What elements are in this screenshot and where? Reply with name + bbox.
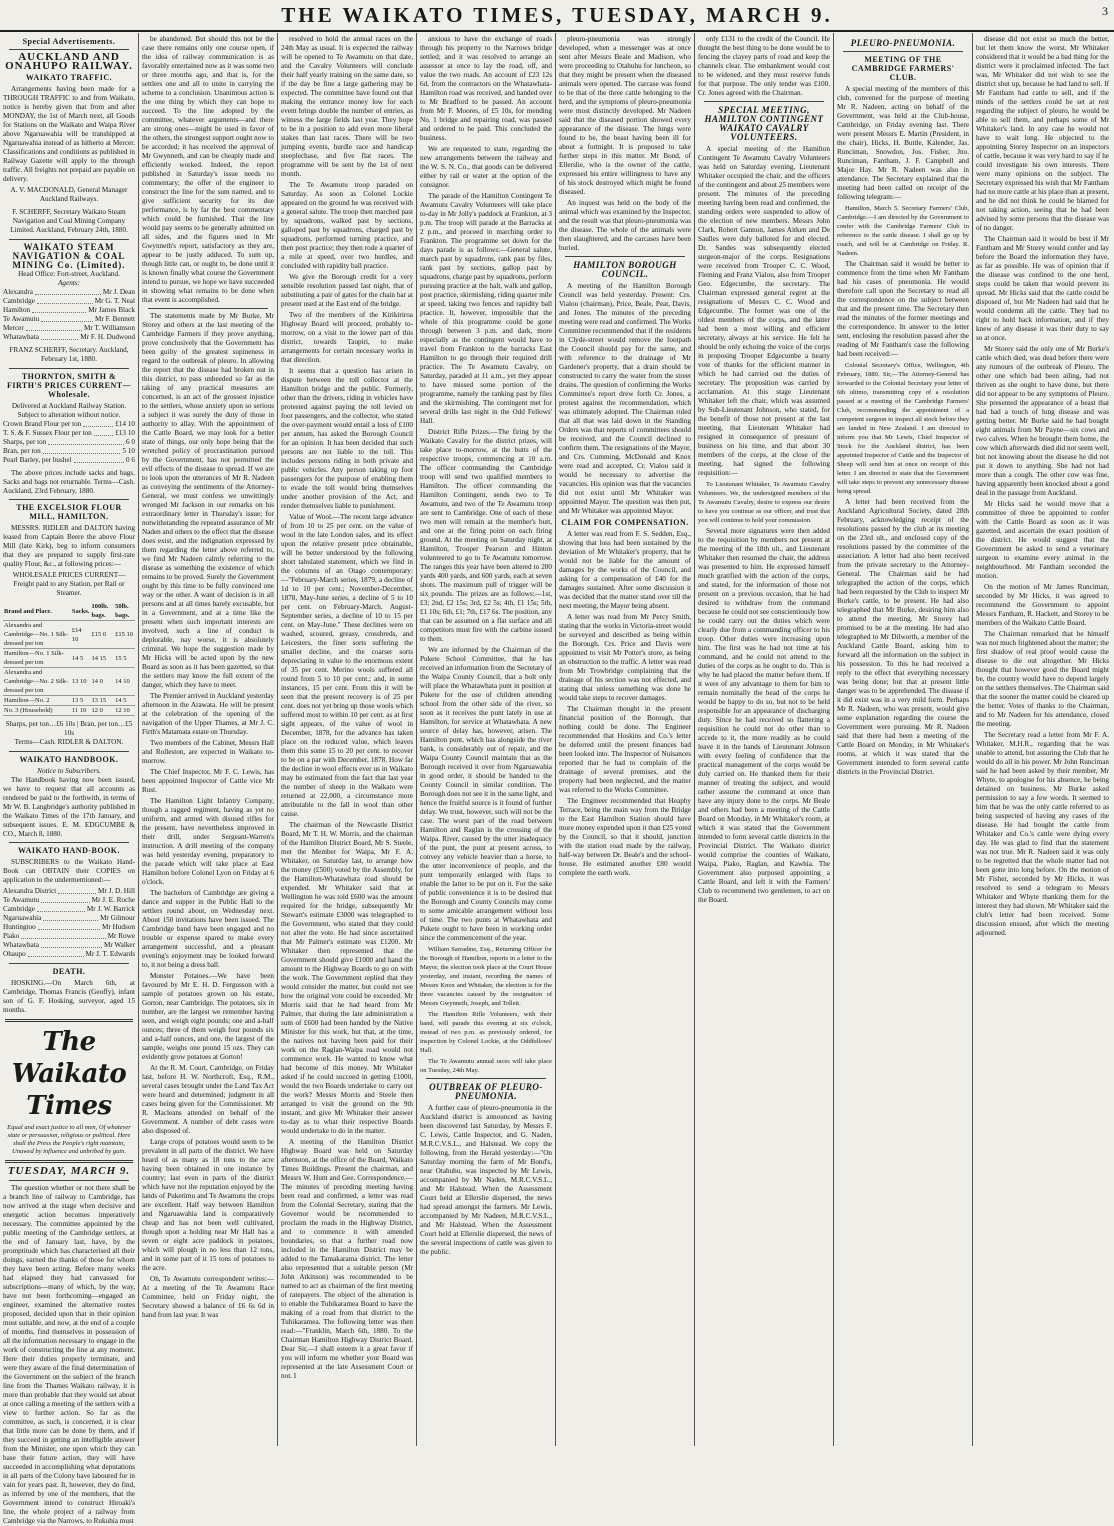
outbreak-heading: OUTBREAK OF PLEURO-PNEUMONIA. — [429, 1082, 543, 1101]
article-paragraph: Monster Potatoes.—We have been favoured by Mr E. H. D. Fergusson with a sample of potatoes grown on his estate, Gorton, near Cambridge. The potatoes, six in number, are the largest we remember having seen, and weigh eight pounds; one and a-half ounces; three of them weigh four pounds six and a-half ounces, and one, the largest of the sample, weighs one pound 15 ozs. They can evidently grow potatoes at Gorton! — [142, 972, 274, 1061]
table-row: Hamilton—No. 2 13 5 13 15 14 5 — [3, 696, 135, 706]
handbook2-heading: WAIKATO HAND-BOOK. — [17, 846, 121, 855]
ridler-signature: Terms—Cash. RIDLER & DALTON. — [14, 738, 124, 746]
price-row: Sharps, per ton 6 0 — [3, 438, 135, 446]
divider — [5, 1160, 133, 1163]
thornton-note: The above prices include sacks and bags. Sacks and bags not returnable. Terms—Cash. Auckland, 23rd February, 1880. — [3, 469, 135, 495]
column-3 — [278, 33, 417, 1446]
divider — [9, 963, 129, 964]
article-paragraph: The Engineer recommended that Heaphy Terrace, being the main way from the Bridge to the East Hamilton Station should have more money expended upon it than £25 voted by the Council, so that it should, junction with the station road made by the railway, half-way between Dr. Beale's and the school-house. He estimated another £80 would complete the earth work. — [559, 797, 691, 877]
article-paragraph: The Chairman remarked that he himself was not much frightened about the matter; the first shadow of real proof would cause the disease to die out altogether. Mr Hicks thought that however good the Board might be, the country would have to depend largely on the settlers themselves. The Chairman said that the sooner the matter could be cleared up the better. Votes of thanks to the Chairman, and to Mr Nadeen for his attendance, closed the meeting. — [976, 630, 1109, 728]
column-5 — [556, 33, 695, 1446]
article-paragraph: resolved to hold the annual races on the 24th May as usual. It is expected the railway will be opened to Te Awamutu on that date, and the Cavalry Volunteers will conclude their half yearly training on the same date, so if the day be fine a large gathering may be expected. The committee have found out that making the entrance money low for each event brings double the number of entries, as witness the large fields last year. They hope to be in a position to add even more liberal stakes than last races. There will be two jumping events, hurdle race and handicap steeplechase, and five flat races. The programme will be sent by the 1st of next month. — [281, 35, 413, 178]
divider — [843, 51, 963, 52]
article-paragraph: The Te Awamutu troop paraded on Saturday. As soon as Colonel Lockie appeared on the ground he was received with a general salute. The troop then marched past by squadrons, walked past by sections, galloped past by squadrons, charged past by squadrons, performed turning practice, and then post practice; they then rode a quarter of a mile at speed, over two hurdles, and concluded with rapidity ball practice. — [281, 181, 413, 270]
handbook2-notice: SUBSCRIBERS to the Waikato Hand-Book can OBTAIN their COPIES on application to the undermentioned:— — [3, 858, 135, 884]
article-paragraph: A meeting of the Hamilton District Highway Board was held on Saturday afternoon, at the office of the Board, Waikato Times Buildings. Present the chairman, and Messrs W. Hunt and Gee. Correspondence.—The minutes of preceding meeting having been read and confirmed, a letter was read from the Colonial Secretary, stating that the Governor would be recommended to proclaim the roads in the Highway District, and to commence it with amended boundaries, so that a further road now included in the Hamilton District may be added to the Tamakarama district. The letter also represented that a suitable person (Mr John Atkinson) was recommended to be named to act as chairman of the first meeting of ratepayers. The object of the alteration is to enable the Tuhikaramea Board to have the making of a road from that district to the Tuhikaramea. The following letter was then read:—"Franklin, March 6th, 1880. To the Chairman Hamilton Highway District Board. Dear Sir,—I shall esteem it a great favor if you will inform me whether your Board was represented at the late Assessment Court or not. I — [281, 1138, 413, 1380]
article-paragraph: The chairman of the Newcastle District Board, Mr T. H. W. Morris, and the chairman of the Hamilton District Board, Mr S. Steele, met the Member for Waipa, Mr F. A. Whitaker, on Saturday last, to arrange how the money (£500) voted by the Assembly, for the Hamilton-Whatawhata road should be expended. Mr Whitaker said that at Wellington he was told £600 was the amount required for the bridge, subsequently Mr Stewart's estimate £3000 was telegraphed to the Government, who stated that they could not alter the vote. He had since ascertained that Mr Palmer's estimate was £1200. Mr Whitaker then represented that the Government should give £1000 and hand the amount to the Highway Boards to go on with the work. The Government replied that they would consider the matter, but could not see how the original vote could be exceeded. Mr Morris said that he had heard from Mr Palmer, that during the late administration a sum of £600 had been handed by the Native Minister for this work, but that, at the time, the natives not having been paid for their work on the Raglan-Waipa road would not commence work. He wanted to know what had become of this money. Mr Whitaker asked if he could succeed in getting £1000, would the two Boards undertake to carry out the work? Messrs Morris and Steele then arranged to visit the ground on the 9th instant, and give Mr Whitaker their answer to-day as to what their respective Boards would undertake to do in the matter. — [281, 821, 413, 1135]
masthead — [0, 0, 1114, 32]
agent-row: Whatawhata Mr Walker — [3, 941, 135, 949]
telegram-text: Hamilton, March 5. Secretary Farmers' Club, Cambridge.—I am directed by the Government to confer with the Cambridge Farmers' Club in reference to the cattle disease. I shall go up by coach, and will be at Cambridge on Friday. R. Nadeen. — [837, 205, 969, 257]
traffic-heading: WAIKATO TRAFFIC. — [25, 73, 113, 82]
agent-row: Hamilton Mr James Black — [3, 306, 135, 314]
column-7 — [834, 33, 973, 1446]
article-paragraph: A letter was read from Mr Percy Smith, stating that the works in Victoria-street would be surveyed and described as being within the Borough. Crs. Price and Davis were appointed to visit Mr Potter's store, as being an obstruction to the traffic. A letter was read from Mr Trowbridge complaining that the drainage of his section was not effected, and stating that unless something was done he would take steps to recover damages. — [559, 613, 691, 702]
article-paragraph: Two of the members of the Kirikiriroa Highway Board will proceed, probably to-morrow, on a visit to the lower part of this district, towards Taupiri, to make arrangements for certain necessary works in that direction. — [281, 311, 413, 364]
article-paragraph: The bachelors of Cambridge are giving a dance and supper in the Public Hall to the settlers round about, on Wednesday next. About 150 invitations have been issued. The Cambridge band have been engaged and no trouble or expense spared to make every arrangement successful, and a pleasant evening's enjoyment may be looked forward to, it not being a dress ball. — [142, 889, 274, 969]
agent-row: Piako Mr Rowe — [3, 932, 135, 940]
article-paragraph: only £131 to the credit of the Council. He thought the best thing to be done would be to fencing the clayey parts of road and keep the channels clear. The embankment would cost to be widened, and they must reserve funds for that purpose. The only tender was £100. Cr. Jones agreed with the Chairman. — [698, 35, 830, 97]
pleuro-heading: PLEURO-PNEUMONIA. — [850, 38, 956, 48]
article-paragraph: be abandoned. But should this not be the case there remains only one course open, if the idea of railway communication is as favorably entertained now as it was some two or three months ago, and that is, for the settlers one and all to unite in carrying the scheme to a conclusion. Unanimous action is the one thing by which they can hope to succeed. To the line adopted by the committee, whatever arguments—and there are strong ones—might be used in favor of the others, the strongest support ought now to be accorded; it has received the approval of Mr Gwynneth, and can be cheaply made and efficiently worked. Indeed, the report published in Saturday's issue needs no commentary; the offer of the engineer to construct the line for the sum named, and to give sufficient security for its due performance, is by far the best commentary which could be furnished. That the line would pay seems to be generally admitted on all sides, and the figures used in Mr Gwynneth's report, satisfactory as they are, appear to be justly adduced. To sum up, though little can, or ought to, be done until it is known finally what course the Government intend to pursue, we hope we have succeeded in showing what remains to be done when that event is accomplished. — [142, 35, 274, 304]
article-paragraph: anxious to have the exchange of roads through his property to the Narrows bridge settled; and it was resolved to arrange an assessor at once to lay the road, off, and value the two roads. An account of £23 12s 6d, from the contractors on the Whatawhata-Hamilton road was received, and handed over to Mr Bradford to be passed. An account from Mr F. Moores, of £5 10s, for mending No. 1 bridge and repairing road, was passed and ordered to be paid. This concluded the business. — [420, 35, 552, 142]
railway-signature-2: F. SCHERFF, Secretary Waikato Steam Navigation and Coal Mining Company Limited. Auckland, February 24th, 1880. — [10, 208, 128, 234]
column-2 — [139, 33, 278, 1446]
excelsior-heading: THE EXCELSIOR FLOUR MILL, HAMILTON. — [16, 503, 122, 521]
article-paragraph: District Rifle Prizes.—The firing by the Waikato Cavalry for the district prizes, will take place to-morrow, at the butts of the respective troops, commencing at 10 a.m. The officer commanding the Cambridge troop will send two qualified members to Hamilton. The officer commanding the Hamilton Contingent, sends two to Te Awamutu, and two of the Te Awamutu troop are sent to Cambridge. One of each of these two men will remain at the member's butt, and one at the firing point on each firing ground. At the meeting on Saturday night, at Hamilton, Trooper Pearson and Hinton volunteered to go to Te Awamutu tomorrow. The ranges this year have been altered to 200 yards 400 yards, and 600 yards, each at seven shots. The maximum pull of trigger will be six pounds. The prizes are as follows:—1st, £3; 2nd, £2 15s; 3rd, £2 5s; 4th, £1 15s; 5th, £1 10s; 6th, £1; 7th, £17 6s. The position, any that can be assumed on a flat surface and all competitors must fire with the carbine issued to them. — [420, 428, 552, 643]
article-paragraph: The Hamilton Rifle Volunteers, with their band, will parade this evening at six o'clock, instead of two p.m. as previously ordered, for inspection by Colonel Lockie, at the Oddfellows' Hall. — [420, 1011, 552, 1054]
requisition-text: To Lieutenant Whitaker, Te Awamutu Cavalry Volunteers. We, the undersigned members of the Te Awamutu Cavalry, desire to express our desire to have you continue as our officer, and trust that you will continue to hold your commission. — [698, 481, 830, 524]
agent-row: Te Awamutu Mr J. E. Roche — [3, 896, 135, 904]
column-4 — [417, 33, 556, 1446]
special-meeting-heading: SPECIAL MEETING, HAMILTON CONTINGENT WAIKATO CAVALRY VOLUNTEERS. — [704, 105, 824, 142]
steam-nav-heading: WAIKATO STEAM NAVIGATION & COAL MINING Co. (Limited). — [12, 242, 126, 270]
divider — [9, 499, 129, 500]
article-paragraph: Mr Storey said the only one of Mr Burke's cattle which died, was dead before there were any rumours of the outbreak of Pleuro. The other one which had been ailing, had not thriven as she ought to have done, but there did not appear to be any symptoms of Pleuro. She presented the appearance of a beast that had had a touch of lung disease and was getting better. Mr Burke said he had bought eight animals from Mr Payne—six cows and two calves. When he brought them home, the cow which afterwards died did not seem well, but not knowing about the disease he did not put it down to anything. She had not had more than a cough. The other cow was fine, having apparently been knocked about a good deal in the passage from Auckland. — [976, 345, 1109, 497]
divider — [9, 842, 129, 843]
agent-row: Cambridge Mr J. W. Barrick — [3, 905, 135, 913]
article-paragraph: An inquest was held on the body of the animal which was examined by the Inspector, and the result was that pleuro-pneumonia was the disease. The whole of the animals were then slaughtered, and the carcases have been buried. — [559, 199, 691, 252]
letter-text: Colonial Secretary's Office, Wellington, 4th February, 1880. Sir,—The Attorney-General has forwarded to the Colonial Secretary your letter of 6th ultimo, transmitting copy of a resolution passed at a meeting of the Cambridge Farmers' Club, recommending the appointment of a competent surgeon to inspect all stock before they are landed in New Zealand. I am directed to inform you that Mr Lewis, Chief Inspector of Stock for the Auckland district, has been appointed Inspector of Cattle and the Inspector of Sheep will send him at once on receipt of this letter. I am directed to state that the Government will take steps to prevent any unnecessary disease being spread. — [837, 362, 969, 495]
columns — [0, 33, 1114, 1525]
article-paragraph: A meeting of the Hamilton Borough Council was held yesterday. Present: Crs. Vialou (chairman), Price, Beale, Peat, Davis, and Jones. The minutes of the preceding meeting were read and confirmed. The Works Committee recommended that if the residents in Clyde-street would remove the footpath the Council should pay for the same, and with reference to the drainage of Mr Gardener's property, that a drain should be constructed to carry the water from the street drains. The question of confirming the Works Committee's report drew forth Cr. Jones, a protest against the recommendation, which was ultimately adopted. The Chairman ruled that all that was laid down in the Standing Orders was that reports of committees should be received, and the Council declined to confirm them. The resignations of the Mayor, and Crs. Cumming, McDonald and Knox were read and accepted. Cr. Vialou said it would be necessary to advertise the vacancies. His opinion was that the vacancies did not exist until Mr Whitaker was appointed Mayor. The question was then put, and Mr Whitaker was appointed Mayor. — [559, 282, 691, 515]
article-paragraph: The Chairman thought in the present financial position of the Borough, that nothing could be done. The Engineer recommended that Hoskins and Co.'s letter be deferred until the present finances had been looked into. The Inspector of Nuisances reported that he had to complain of the drainage of several premises, and the property had been neglected, and the matter was referred to the Works Committee. — [559, 705, 691, 794]
handbook-notice: The Handbook having now been issued, we have to request that all accounts as rendered be paid to the forthwith, in terms of Mr W. B. Langbridge's authority published in the Waikato Times of the 17th January, and subsequent issues. E. M. EDGCUMBE & CO., March 8, 1880. — [3, 776, 135, 838]
article-paragraph: Value of Wool.—The recent large advance of from 10 to 25 per cent. on the value of wool in the late London sales, and its effect upon the relative present price obtainable, will be better understood by the following short tabulated statement, which we find in the columns of an Otago contemporary:—"February-March series, 1879, a decline of 1d to 10 per cent.; November-December, 1878, May-June series, a decline of 5 to 10 per cent. on February-March. August-September series, a decline of 10 to 15 per cent. on May-June." These declines were on washed, scoured, greasy, crossbreds, and Leicesters, the finer sorts suffering the smaller decline, and the coarser sorts depreciating in value to the enormous extent of 35 per cent. Merino wools suffered all round from 5 to 10 per cent.; and, in some instances, 15 per cent. From this it will be seen that the present recovery is of 25 per cent. does not yet bring up those wools which suffered most to within 10 per cent. as at first sight appears, of the value of wool in December, 1878, for the advance has taken place on the reduced value, which leaves them this some 15 to 20 per cent. to recover to be on a par with December, 1878. How far the decline in wool effects ever us in Waikato may be estimated from the fact that last year the number of sheep in the Waikato were returned at 22,000, a circumstance more attributable to the fall in wool than other cause. — [281, 513, 413, 818]
column-1 — [0, 33, 139, 1525]
article-paragraph: Large crops of potatoes would seem to be prevalent in all parts of the district. We have heard of as many as 18 tons to the acre having been obtained in one instance by country; last even in parts of the district which have not the reputation enjoyed by the lands of Pukerimu and Te Awamutu the crops are excellent. Half way between Hamilton and Ngaruawahia land is comparatively cheap and has not been well cultivated, though upon a holding near Mr Hall has a seven or eight acre paddock in potatoes, which will plough in no less than 12 tons, and in some part of it 15 tons of potatoes to the acre. — [142, 1138, 274, 1272]
farmers-club-heading: MEETING OF THE CAMBRIDGE FARMERS' CLUB. — [851, 55, 955, 82]
divider — [9, 49, 129, 50]
article-paragraph: pleuro-pneumonia was strongly developed, when a messenger was at once sent after Messrs Beale and Madison, who were proceeding to Otahuhu for luncheon, so that they might be present when the diseased animals were opened. The carcase was found to be that of the three cattle belonging to the herd, and the symptoms of pleuro-pneumonia were most distinctly developed. Mr Nadeen said that the diseased portion showed every appearance of the disease. The lungs were found to be, the beast having been ill for about a fortnight. It is proposed to take further steps in this matter. Mr Bond, of Ellerslie, who is the owner of the cattle, expressed his entire willingness to have any of his stock destroyed which might be found diseased. — [559, 35, 691, 196]
death-heading: DEATH. — [52, 967, 86, 976]
agent-row: Ohaupo Mr J. T. Edwards — [3, 950, 135, 958]
article-paragraph: The Secretary read a letter from Mr F. A. Whitaker, M.H.R., regarding that he was unable to attend, but assuring the Club that he would do all in his power. Mr John Runciman said he had been asked by their member, Mr Whyte, to apologise for his absence, he being detained on business. Mr Burke asked permission to say a few words. It seemed to him that he was the only cattle referred to as being suspected of having any cases of the disease. He had bought the cattle from Whitaker and Co.'s cattle were dying every day. He was glad to find that the statement was not true. Mr R. Nadeen said it was only to be regretted that the whole matter had not been gone into long before. On the motion of Mr Fisher, seconded by Mr Hicks, it was resolved to send a telegram to Messrs Whitaker and Whyte thanking them for the interest they had shown. Mr Whitaker said the club's letter had been received. Some discussion ensued, after which the meeting adjourned. — [976, 731, 1109, 937]
column-8 — [973, 33, 1112, 1446]
thornton-intro: Delivered at Auckland Railway Station. Subject to alteration without notice. — [11, 402, 127, 419]
price-row: Bran, per ton 5 10 — [3, 447, 135, 455]
agent-row: Whatawhata Mr F. H. Dudwood — [3, 333, 135, 341]
table-header-row: Brand and Place. Sacks. 100lb. bags. 50lb. bags. — [3, 602, 135, 621]
newspaper-nameplate: The Waikato Times — [11, 1027, 127, 1121]
steam-signature: FRANZ SCHERFF, Secretary. Auckland, February 1st, 1880. — [9, 346, 129, 363]
table-row: No. 3 (Household) 11 10 12 0 12 10 — [3, 706, 135, 716]
article-paragraph: Mr Hicks said he would move that a committee of three be appointed to confer with the Cattle Board as soon as it was gazetted, and ascertain the exact position of the district. He would suggest that the Government be asked to send a veterinary surgeon to examine every animal in the neighbourhood. Mr Fantham seconded the motion. — [976, 500, 1109, 580]
article-paragraph: disease did not exist so much the better, but let them know the worst. Mr Whitaker considered that it would be a bad thing for the district were it proclaimed infected. The fact was, Mr Whitaker did not wish to see the district shut up, because he had land to sell. If Mr Fantham had cattle to sell, and if the minds of the settlers could be set at rest regarding the subject of pleuro, he would be able to sell them, and perhaps some of Mr Whitaker's land. In any case he would not have to wait long. He objected to the appointing Storey Inspector on an inspectors of cattle, because it was very hard to say if he could investigate his own interests. There were many opinions on the subject. The Secretary expressed his wish that Mr Fantham had no more cattle at his place than at present, and he did not think he could be blamed for not taking action, seeing that he had been advised by some persons that the disease was of no danger. — [976, 35, 1109, 232]
table-row: Hamilton—No. 1 Silk-dressed per ton 14 5 14 15 15 5 — [3, 649, 135, 668]
article-paragraph: We are informed by the Chairman of the Pukete School Committee, that he has received an information from the Secretary of the Waipa County Council, that a bolt only will place the Whatawhata punt in position at Pukete for the use of children attending school from the other side of the river, so soon as it receives the punt lately in use at Hamilton, for service at Whatawhata. A new source of delay has, however, arisen. The Hamilton punt, which has alongside the river bank, is considerably out of repair, and the Waipa County Council maintain that as the Borough received it over from Ngaruawahia in good order, it should be handed to the County Council in similar condition. The Borough does not see it in the same light, and hence the fruitful source is it found of further delay. We trust, however, such will not be the case. The worst part of the road between Hamilton and Raglan is the crossing of the Waipa. River, caused by the utter inadequacy of the punt, the punt at present across, to convey any vehicle heavier than a horse, to the utter inconvenience of people, and the punt temporarily enlarged with flaps to enable the latter to be put on it. For the sake of public convenience it is to be desired that the Borough and County Councils may come to some amicable arrangement without loss of time. The two punts at Whatawhata and Pukete ought to have been in working order since the commencement of the year. — [420, 646, 552, 942]
divider — [9, 239, 129, 240]
article-paragraph: Several more signatures were then added to the requisition by members not present at the meeting of the 18th ult., and Lieutenant Whitaker then resumed the chair, the address was presented to him. He expressed himself much gratified with the action of the corps, and stated, for the information of those not present on a previous occasion, that he had desired to withdraw from the command because he could not see conscientiously how he could carry out the duties which were clearly due from a commanding officer to his troop. Other duties were increasing upon him. The first was he had not time at his command, and he could not attend to the duties of the corps as he ought to do. This is why he had placed the matter before them. If it were of any advantage to them for him to remain nominally the head of the corps he would be happy to do so, but not to be held responsible for an appearance of discharging duty. Since he had received so flattering a requisition he could not do other than to accede to it, the more readily as he could leave it in the hands of Lieutenant Johnson with every feeling of confidence that the practical management of the corps would be duly carried on. He thanked them for their manner of treating the subject, and would rather assume the command at once than have any injury done to the corps. Mr Beale and others had been a meeting of the Cattle Board on Monday, in Mr Whitaker's room, at which it was stated that the Government intended to form several cattle districts in the Provincial District. The Waikato district would comprise the counties of Waikato, Waipa, Piako, Raglan, and Kawhia. The Government also purposed appointing a Cattle Board, and left it with the Farmers' Club to recommend two gentlemen, to act on the Board. — [698, 527, 830, 904]
agent-row: Alexandra Mr J. Dean — [3, 288, 135, 296]
article-paragraph: A special meeting of the members of this club, convened for the purpose of meeting Mr R. Nadeen, acting on behalf of the Government, was held at the Club-house, Cambridge, on Friday evening last. There were present Messrs E. Martin (President, in the chair), Hicks, H. Buttle, Kalender, Jas. Runciman, Snowdon, Jos. Fisher, Jno. Runciman, Fantham, J. F. Campbell and Major Hay. Mr R. Nadeen was also in attendance. The Secretary explained that the meeting had been called on receipt of the following telegram:— — [837, 85, 969, 201]
article-paragraph: The Hamilton Light Infantry Company, though a ragged regiment, having as yet no uniform, and armed with disused rifles for the present, have nevertheless improved in their drill, under Sergeant-Warren's instruction. A drill meeting of the company was held yesterday evening, preparatory to the parade which will take place at East Hamilton before Colonel Lyon on Friday at 6 o'clock. — [142, 797, 274, 886]
divider — [5, 1019, 133, 1022]
railway-notice: Arrangements having been made for a THROUGH TRAFFIC to and from Waikato, notice is hereby given that from and after MONDAY, the 1st of March next, all Goods for Stations on the Waikato and Waipa River above Ngaruawahia will be transhipped at Ngaruawahia instead of as hitherto at Mercer. Classifications and conditions as published in Railway Gazette will apply to the through traffic. All freights not prepaid are payable on delivery. — [3, 85, 135, 183]
article-paragraph: We are requested to state, regarding the new arrangements between the railway and the W. S. N. Co., that goods can be delivered either by rail or water at the option of the consignor. — [420, 145, 552, 189]
claim-heading: CLAIM FOR COMPENSATION. — [561, 518, 689, 527]
borough-council-heading: HAMILTON BOROUGH COUNCIL. — [573, 260, 677, 279]
leader-article: The question whether or not there shall be a branch line of railway to Cambridge, has now arrived at the stage when decisive and energetic action becomes imperatively necessary. The committee appointed by the public meeting of the Cambridge settlers, at the end of January last, have, by the promptitude which has characterised all their doings, earned the thanks of those for whom they have been acting. Before many weeks had elapsed they had canvassed for subscriptions—many of which, by the way, have not been forthcoming—engaged an engineer, examined the alternative routes proposed, decided upon that in their opinion most suitable, and now, at the end of a couple of months, find themselves in possession of all the information necessary to engage in the work of constructing the line at any moment. Here their duties properly terminate, and were they aware of the final determination of the Government on the subject of the branch line from the Thames Waikato railway, it is more than probable that they would set about at once calling a meeting of the settlers with a view to further action. So far as the committee, as such, is concerned, it is clear that little more can be done by them, and if they succeed in getting an intelligible answer from the Minister, one upon which they can base their future action, they will have succeeded in accomplishing what deputations in all parts of the Colony have laboured for in vain for years past. It, however, they do find, as inferred by one of the members, that the Government intend to construct Hiroaki's line, the whole project of a railway from Cambridge via the Narrows, to Rukuhia must — [3, 1184, 135, 1525]
agents-list — [3, 288, 135, 342]
dateline: TUESDAY, MARCH 9. — [7, 1165, 131, 1177]
divider — [426, 1078, 546, 1079]
article-paragraph: The Chief Inspector, Mr F. C. Lewis, has been appointed Inspector of Cattle vice Mr Rust. — [142, 768, 274, 794]
special-ads-heading: Special Advertisements. — [22, 37, 116, 46]
handbook-notice-heading: Notice to Subscribers. — [37, 767, 101, 775]
agent-row: Mercer Mr T. Williamson — [3, 324, 135, 332]
divider — [704, 101, 824, 102]
death-notice: HOSKING.—On March 6th, at Cambridge, Thomas Francis (Geoffy), infant son of G. F. Hosking, surveyor, aged 15 months. — [3, 979, 135, 1014]
page-number: 3 — [1102, 4, 1108, 18]
newspaper-motto: Equal and exact justice to all men, Of whatever state or persuasion, religious or political. Here shall the Press the People's right maintain, Unawed by influence and unbribed by gain. — [7, 1124, 131, 1155]
divider — [9, 1180, 129, 1181]
article-paragraph: A special meeting of the Hamilton Contingent Te Awamutu Cavalry Volunteers was held on Saturday evening, Lieutenant Whitaker occupied the chair, and the officers of the contingent and about 25 members were present. The minutes of the preceding meeting having been read and confirmed, the standing orders were suspended to allow of the election of new members. Messrs John Clark, Robert Gannon, James Aitken and De Saulles were duly balloted for and elected. Dr. Sandes was subsequently elected surgeon-major of the corps. Resignations were received from Trooper C. C. Wood, Fleming and Franz Vialou, also from Trooper Geo. Edgecumbe, the secretary. The Chairman expressed general regret at the resignations of Messrs C. C. Wood and Edgecumbe. The former was one of the oldest members of the corps, and the latter had been a most willing and efficient secretary, always at his service. He felt he should be only echoing the voice of the corps in proposing Trooper Edgecumbe a hearty vote of thanks for the efficient manner in which he had carried out the duties of secretary. The proposition was carried by acclamation. At this stage Lieutenant Whitaker left the chair, which was assumed by Sub-Lieutenant Johnson, who stated, for the benefit of those not present at the last meeting, that Lieutenant Whitaker had resigned in consequence of pressure of business on his time, and that about 30 members of the corps, at the close of the meeting, had signed the following requisition:— — [698, 145, 830, 477]
article-paragraph: The Chairman said it would be best if Mr Fantham and Mr Storey would confer and lay before the Board the information they have, as far as possible. He was of opinion that if the disease was confined to the one herd, steps could be taken that would prevent its spread. Mr Hicks said that the cattle could be disposed of, but Mr Nadeen had said that he would condemn all the cattle. They had no right to hold back information, and if they knew of any disease it was their duty to say so at once. — [976, 235, 1109, 342]
table-row: Alexandra and Cambridge—No. 2 Silk-dressed per ton 13 10 14 0 14 10 — [3, 668, 135, 696]
railway-signature-1: A. V. MACDONALD, General Manager Auckland Railways. — [10, 186, 128, 203]
railway-heading: AUCKLAND AND ONAHUPO RAILWAY. — [5, 51, 133, 72]
agent-row: Alexandra District Mr J. D. Hill — [3, 887, 135, 895]
excelsior-text: MESSRS. RIDLER and DALTON having leased from Captain Beere the above Flour Mill (late Kirk), beg to inform consumers that they are prepared to supply first-rate quality Flour, &c., at following prices:— — [3, 524, 135, 568]
flour-price-table — [3, 602, 135, 716]
divider — [148, 308, 268, 309]
article-paragraph: At the R. M. Court, Cambridge, on Friday last, before H. W. Northcroft, Esq., R.M., several cases brought under the Land Tax Act were heard and determined; judgment in all cases being given for the Commissioner. Mr R. Macleans attended on behalf of the Government. A number of debt cases were also disposed of. — [142, 1064, 274, 1135]
agent-row: Huntingtoo Mr Hudson — [3, 923, 135, 931]
price-row: Crown Brand Flour per ton £14 10 — [3, 420, 135, 428]
price-table-note: Sharps, per ton…£6 10s | Bran, per ton…£5 10s — [5, 720, 133, 737]
article-paragraph: William Sarradine, Esq., Returning Officer for the Borough of Hamilton, reports in a letter to the Mayor, the election took place at the Court House yesterday, and instant, recording the names of Messrs Knox and Whitaker, the election is for the three vacancies caused by the resignation of Messrs Gwynneth, Joseph, and Tollett. — [420, 946, 552, 1007]
thornton-prices — [3, 420, 135, 465]
column-6 — [695, 33, 834, 1446]
article-paragraph: The Te Awamutu annual races will take place on Tuesday, 24th May. — [420, 1058, 552, 1074]
article-paragraph: On the motion of Mr James Runciman, seconded by Mr Hicks, it was agreed to recommend the Government to appoint Messrs Fantham, R. Hackett, and Storey to be members of the Waikato Cattle Board. — [976, 583, 1109, 627]
wholesale-heading: WHOLESALE PRICES CURRENT—Freight paid to any Station, per Rail or Steamer. — [12, 571, 126, 597]
divider — [9, 751, 129, 752]
article-paragraph: The Chairman said it would be better to commence from the time when Mr Fantham had his cases of pneumonia. He would therefore call upon the Secretary to read all the correspondence on the subject between that and the present time. The Secretary then read the minutes of the former meetings and the correspondence. In answer to the letter sent, enclosing the resolution passed after the reading of Mr Fantham's case the following had been received:— — [837, 260, 969, 358]
agent-row: Te Awamutu Mr F. Bennett — [3, 315, 135, 323]
handbook-heading: WAIKATO HANDBOOK. — [19, 755, 119, 764]
agent-row: Ngaruawahia Mr Gilmour — [3, 914, 135, 922]
steam-office: Head Office: Fort-street, Auckland. — [18, 270, 120, 278]
handbook-agents-list — [3, 887, 135, 959]
article-paragraph: Two members of the Cabinet, Messrs Hall and Rolleston, are expected in Waikato to-morrow. — [142, 739, 274, 765]
article-paragraph: It seems that a question has arisen in dispute between the toll collector at the Hamilton bridge and the public. Formerly, other than the drivers, riding in vehicles have protested against paying the toll levied on foot passengers, and the collector, who stated the over-payment would entail a loss of £100 per annum, has asked the Borough Council for an opinion. It has been decided that such persons are not liable to the toll. This includes persons riding in both private and public vehicles. Any person taking up foot passengers for the purpose of enabling them to evade the toll would bring themselves under another provision of the Act, and render themselves liable to punishment. — [281, 367, 413, 510]
table-row: Alexandra and Cambridge—No. 1 Silk-dressed per ton £14 10 £15 0 £15 10 — [3, 621, 135, 649]
article-paragraph: The Premier arrived in Auckland yesterday afternoon in the Arawata. He will be present at the celebration of the opening of the navigation of the Upper Thames, at Mr J. C. Firth's Matamata estate on Thursday. — [142, 692, 274, 736]
price-row: Pearl Barley, per bushel 0 6 — [3, 456, 135, 464]
thornton-heading: THORNTON, SMITH & FIRTH'S PRICES CURRENT—Wholesale. — [6, 372, 132, 399]
article-paragraph: A letter was read from F. S. Sedden, Esq., showing that loss had been sustained by the deviation of Mr Whitaker's property, that he would not be liable for the amount of damages by the works of the Council, and asking for a compensation of £40 for the damages sustained. After some discussion it was decided that the matter stand over till the next meeting, the Mayor being absent. — [559, 530, 691, 610]
divider — [565, 256, 685, 257]
agents-heading: Agents: — [58, 279, 80, 287]
article-paragraph: The statements made by Mr Burke, Mr Storey and others at the last meeting of the Cambridge Farmers if they prove anything, prove conclusively that the Government has been guilty of the greatest supineness in regard to the outbreak of pleuro. In allowing the report that the disease had broken out in this district, to pass unheeded so far as the taking of any practical measures are concerned, is an act of the grossest injustice to the settlers, whose anxiety upon so serious a subject it was surely the duty of those in authority to allay. With the appointment of the Cattle Board, we may look for a better state of things, our only hope being that the wretched policy of procrastination pursued by the Government, has not permitted the evil effects of the disease to spread. If we are to look upon the utterances of Mr R. Nadeen as conveying the sentiments of the Attorney-General, we must confess we unwittingly wronged Mr Jackson in our remarks on his extraordinary letter in Thursday's issue; for notwithstanding the repeated assurance of Mr Naden and others to the effect that the disease does exist, and the indignation expressed by them regarding the letter above referred to, we find Mr Nadeen calmly referring to the disease as something the existence of which remains to be proved. Surely the Government ought by this time to be fully convinced one way or the other. A want of decision is in all persons and at all times barely excusable, but in a Government, and at a time like the present when such important interests are involved, such a line of conduct is deplorable, nay worse, it is absolutely criminal. We hope the suggestion made by Mr Hicks will be acted upon by the new Board as soon as it has been gazetted, so that the settlers may know the full extent of the danger, which they have to meet. — [142, 312, 274, 689]
agent-row: Cambridge Mr G. T. Neal — [3, 297, 135, 305]
divider — [9, 368, 129, 369]
article-paragraph: Oh, Te Awamutu correspondent writes:—At a meeting of the Te Awamutu Race Committee, held on Friday night, the Secretary showed a balance of £6 6s 6d in hand from last year. It was — [142, 1275, 274, 1319]
article-paragraph: We give the Borough credit for a very sensible resolution passed last night, that of substituting a pair of gates for the chain bar at present used at the East end of the bridge. — [281, 273, 413, 308]
article-paragraph: The parade of the Hamilton Contingent Te Awamutu Cavalry Volunteers will take place to-day in Mr Jolly's paddock at Frankton, at 3 p.m. The troop will parade at the Barracks at 2 p.m., and proceed in marching order to Frankton. The programme set down for the days parade is as follows:—General salute, march past by squadrons, rank past by files, rank past by sections, gallop past by squadrons, charge past by squadrons, perform pursuing practice at the halt, walk and gallop, post practice, skirmishing, riding quarter mile at speed, taking two fences and rapidity ball practice. It, however, impossible that the whole of this programme could be gone through between 3 p.m. and dark, more especially as the contingent would have to travel from Frankton to the barracks East Hamilton to go through their required drill practice. The Te Awamutu Cavalry, on Saturday, paraded at 11 a.m., yet they appear to have missed some portion of the programme, namely the ranking past by files and the skirmishing. The contingent met for several drills last night in the Odd Fellows' Hall. — [420, 192, 552, 425]
article-paragraph: A further case of pleuro-pneumonia in the Auckland district is announced as having been discovered last Saturday, by Messrs F. C. Lewis, Cattle Inspector, and G. Naden, M.R.C.V.S.L., and Halstead. We copy the following, from the Herald yesterday:—"On Saturday morning the farm of Mr Bond's, near Otahuhu, was inspected by Mr Lewis, accompanied by Mr Naden, M.R.C.V.S.L., and Mr Halstead. When the Assessment Court held at Ellerslie dispersed, the news had spread amongst the farmers. Mr Lewis, accompanied by Mr Nadeen, M.R.C.V.S.L., and Mr Halstead. When the Assessment Court held at Ellerslie dispersed, the news of the several inspections of cattle was given to the public. — [420, 1104, 552, 1256]
article-paragraph: A letter had been received from the Auckland Agricultural Society, dated 28th February, acknowledging receipt of the resolutions passed by the club at its meeting on the 23rd ult., and enclosed copy of the resolutions passed by the committee of the association. A letter had also been received from the private secretary to the Attorney-General. The Chairman said he had telegraphed the action of the corps, which had been requested by the Club to inspect Mr Burke's cattle, to be present. He had also telegraphed that Mr Burke, desiring him also to attend the meeting. Mr Storey had promised to be at the meeting. He had also telegraphed to Mr Dilworth, a member of the Auckland Cattle Board, asking him to forward all the information on the subject in his possession. To this he had received a reply to the effect that everything necessary was being done; but that at present little danger was to be apprehended. The disease if it did exist was in a very mild form. Perhaps Mr R. Nadeen, who was present, would give some explanation regarding the course the Government were pursuing. Mr R. Nadeen said that there had been a meeting of the Cattle Board on Monday, in Mr Whitaker's rooms, at which it was stated that the Government intended to form several cattle districts in the Provincial District. — [837, 498, 969, 776]
price-row: T. S. & F. Sussex Flour per ton £13 10 — [3, 429, 135, 437]
masthead-title: THE WAIKATO TIMES, TUESDAY, MARCH 9. — [281, 2, 833, 27]
